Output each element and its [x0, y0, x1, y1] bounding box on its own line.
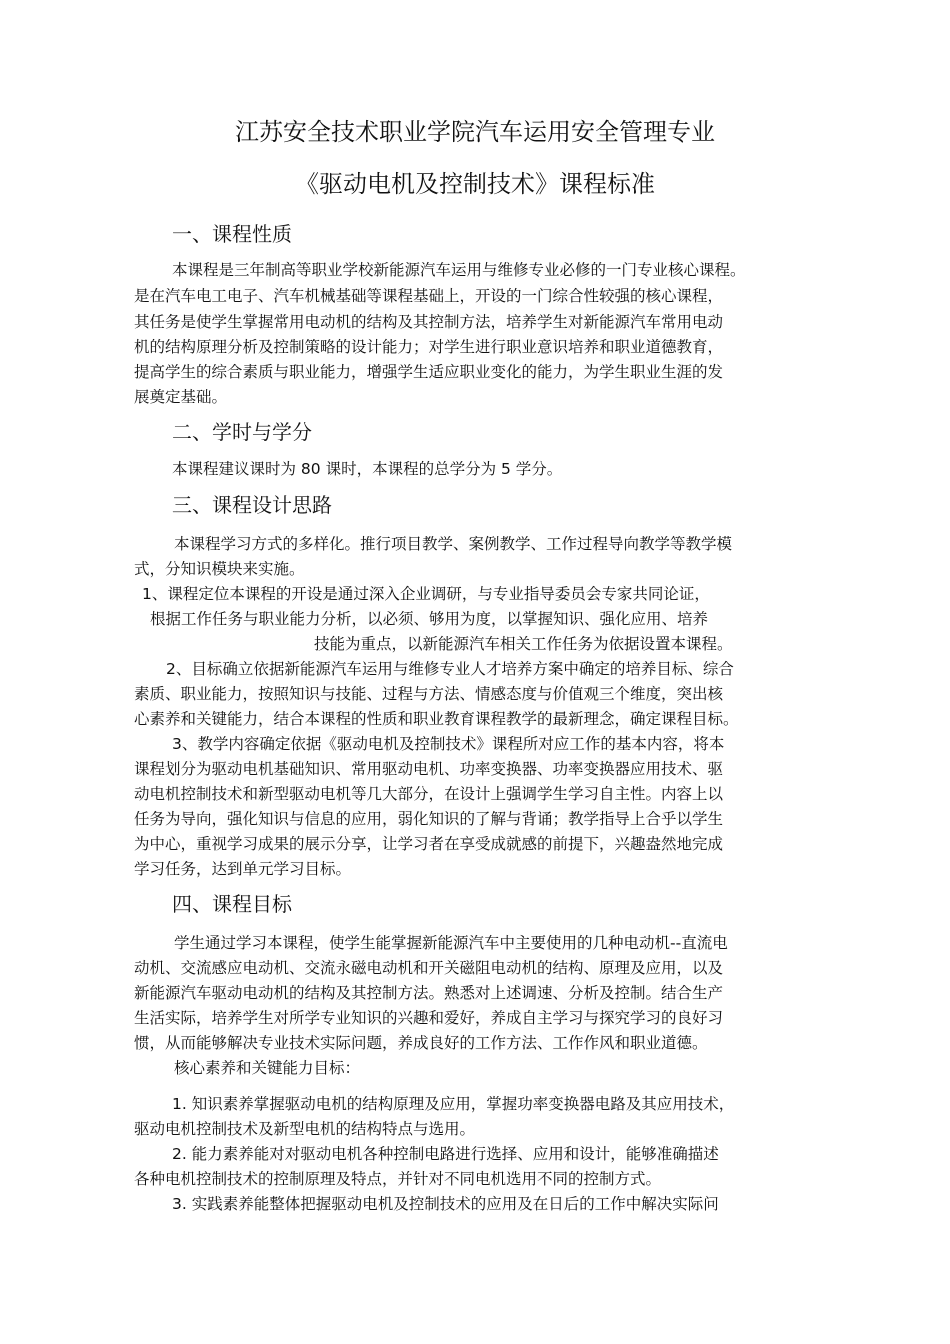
paragraph-line: 展奠定基础。	[134, 388, 228, 406]
paragraph-line: 其任务是使学生掌握常用电动机的结构及其控制方法，培养学生对新能源汽车常用电动	[134, 313, 724, 331]
document-title-line-2: 《驱动电机及控制技术》课程标准	[295, 170, 655, 198]
section-heading-course-nature: 一、课程性质	[172, 222, 292, 246]
paragraph-line: 惯，从而能够解决专业技术实际问题，养成良好的工作方法、工作作风和职业道德。	[134, 1034, 708, 1052]
paragraph-line: 机的结构原理分析及控制策略的设计能力；对学生进行职业意识培养和职业道德教育，	[134, 338, 724, 356]
paragraph-line: 驱动电机控制技术及新型电机的结构特点与选用。	[134, 1120, 476, 1138]
paragraph-line: 式，分知识模块来实施。	[134, 560, 305, 578]
paragraph-line: 生活实际，培养学生对所学专业知识的兴趣和爱好，养成自主学习与探究学习的良好习	[134, 1009, 724, 1027]
paragraph-line: 技能为重点，以新能源汽车相关工作任务为依据设置本课程。	[314, 635, 733, 653]
paragraph-line: 根据工作任务与职业能力分析，以必须、够用为度，以掌握知识、强化应用、培养	[150, 610, 709, 628]
document-title-line-1: 江苏安全技术职业学院汽车运用安全管理专业	[235, 118, 715, 146]
paragraph-line: 动机、交流感应电动机、交流永磁电动机和开关磁阻电动机的结构、原理及应用，以及	[134, 959, 724, 977]
paragraph-line: 2. 能力素养能对对驱动电机各种控制电路进行选择、应用和设计，能够准确描述	[172, 1145, 719, 1163]
paragraph-line: 核心素养和关键能力目标：	[174, 1059, 361, 1077]
paragraph-line: 本课程学习方式的多样化。推行项目教学、案例教学、工作过程导向教学等教学模	[174, 535, 733, 553]
section-heading-hours-credits: 二、学时与学分	[172, 420, 312, 444]
paragraph-line: 1. 知识素养掌握驱动电机的结构原理及应用，掌握功率变换器电路及其应用技术，	[172, 1095, 735, 1113]
paragraph-line: 3. 实践素养能整体把握驱动电机及控制技术的应用及在日后的工作中解决实际问	[172, 1195, 719, 1213]
paragraph-line: 2、目标确立依据新能源汽车运用与维修专业人才培养方案中确定的培养目标、综合	[166, 660, 734, 678]
paragraph-line: 素质、职业能力，按照知识与技能、过程与方法、情感态度与价值观三个维度，突出核	[134, 685, 724, 703]
paragraph-line: 为中心，重视学习成果的展示分享，让学习者在享受成就感的前提下，兴趣盎然地完成	[134, 835, 724, 853]
paragraph-line: 本课程是三年制高等职业学校新能源汽车运用与维修专业必修的一门专业核心课程。	[172, 261, 746, 279]
paragraph-line: 各种电机控制技术的控制原理及特点，并针对不同电机选用不同的控制方式。	[134, 1170, 662, 1188]
section-heading-course-goals: 四、课程目标	[172, 892, 292, 916]
paragraph-line: 课程划分为驱动电机基础知识、常用驱动电机、功率变换器、功率变换器应用技术、驱	[134, 760, 724, 778]
paragraph-line: 本课程建议课时为 80 课时，本课程的总学分为 5 学分。	[172, 460, 563, 478]
paragraph-line: 动电机控制技术和新型驱动电机等几大部分，在设计上强调学生学习自主性。内容上以	[134, 785, 724, 803]
paragraph-line: 任务为导向，强化知识与信息的应用，弱化知识的了解与背诵；教学指导上合乎以学生	[134, 810, 724, 828]
paragraph-line: 是在汽车电工电子、汽车机械基础等课程基础上，开设的一门综合性较强的核心课程，	[134, 287, 724, 305]
paragraph-line: 学习任务，达到单元学习目标。	[134, 860, 352, 878]
paragraph-line: 学生通过学习本课程，使学生能掌握新能源汽车中主要使用的几种电动机--直流电	[174, 934, 728, 952]
paragraph-line: 1、课程定位本课程的开设是通过深入企业调研，与专业指导委员会专家共同论证，	[142, 585, 710, 603]
paragraph-line: 新能源汽车驱动电动机的结构及其控制方法。熟悉对上述调速、分析及控制。结合生产	[134, 984, 724, 1002]
paragraph-line: 提高学生的综合素质与职业能力，增强学生适应职业变化的能力，为学生职业生涯的发	[134, 363, 724, 381]
paragraph-line: 心素养和关键能力，结合本课程的性质和职业教育课程教学的最新理念，确定课程目标。	[134, 710, 739, 728]
paragraph-line: 3、教学内容确定依据《驱动电机及控制技术》课程所对应工作的基本内容，将本	[172, 735, 725, 753]
section-heading-design-approach: 三、课程设计思路	[172, 493, 332, 517]
